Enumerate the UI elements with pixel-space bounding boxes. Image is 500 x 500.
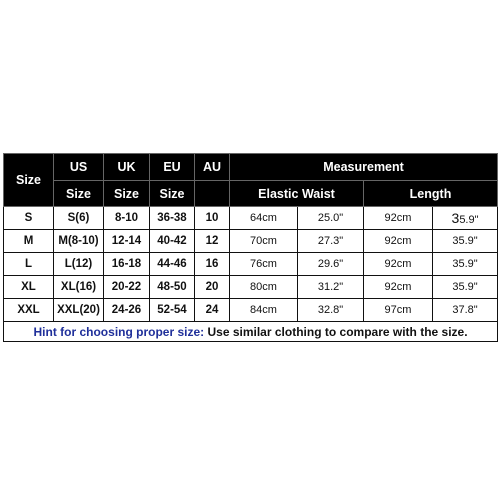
table-row — [4, 230, 498, 253]
table-row — [4, 299, 498, 322]
length-cm-cell: 97cm — [364, 299, 433, 322]
hint-label: Hint for choosing proper size: — [33, 324, 205, 339]
au-cell: 16 — [195, 253, 230, 276]
waist-in-cell: 27.3" — [298, 230, 364, 253]
us-cell: L(12) — [54, 253, 104, 276]
eu-cell: 40-42 — [150, 230, 195, 253]
waist-in-cell: 32.8" — [298, 299, 364, 322]
header-size: Size — [4, 154, 54, 207]
uk-cell: 20-22 — [104, 276, 150, 299]
uk-cell: 24-26 — [104, 299, 150, 322]
size-cell: S — [4, 207, 54, 230]
eu-cell: 36-38 — [150, 207, 195, 230]
header-measurement: Measurement — [230, 154, 498, 181]
header-uk-size: Size — [104, 181, 150, 207]
waist-cm-cell: 64cm — [230, 207, 298, 230]
header-length: Length — [364, 181, 498, 207]
eu-cell: 52-54 — [150, 299, 195, 322]
uk-cell: 8-10 — [104, 207, 150, 230]
table-row — [4, 276, 498, 299]
size-cell: L — [4, 253, 54, 276]
eu-cell: 48-50 — [150, 276, 195, 299]
size-cell: XXL — [4, 299, 54, 322]
waist-in-cell: 29.6" — [298, 253, 364, 276]
length-in-cell: 35.9" — [433, 230, 498, 253]
waist-cm-cell: 76cm — [230, 253, 298, 276]
waist-in-cell: 25.0" — [298, 207, 364, 230]
au-cell: 20 — [195, 276, 230, 299]
size-cell: M — [4, 230, 54, 253]
header-eu: EU — [150, 154, 195, 181]
hint-row — [4, 322, 498, 342]
length-in-cell: 37.8" — [433, 299, 498, 322]
length-cm-cell: 92cm — [364, 207, 433, 230]
eu-cell: 44-46 — [150, 253, 195, 276]
length-cm-cell: 92cm — [364, 276, 433, 299]
waist-cm-cell: 84cm — [230, 299, 298, 322]
waist-in-cell: 31.2" — [298, 276, 364, 299]
waist-cm-cell: 80cm — [230, 276, 298, 299]
length-in-cell: 35.9" — [433, 253, 498, 276]
length-cm-cell: 92cm — [364, 253, 433, 276]
size-cell: XL — [4, 276, 54, 299]
length-in-cell: 35.9" — [433, 207, 498, 230]
header-au-size — [195, 181, 230, 207]
au-cell: 12 — [195, 230, 230, 253]
au-cell: 10 — [195, 207, 230, 230]
size-chart-table — [3, 153, 498, 342]
au-cell: 24 — [195, 299, 230, 322]
header-eu-size: Size — [150, 181, 195, 207]
header-elastic-waist: Elastic Waist — [230, 181, 364, 207]
us-cell: XL(16) — [54, 276, 104, 299]
table-row — [4, 207, 498, 230]
length-cm-cell: 92cm — [364, 230, 433, 253]
uk-cell: 16-18 — [104, 253, 150, 276]
waist-cm-cell: 70cm — [230, 230, 298, 253]
hint-text: Use similar clothing to compare with the size. — [204, 324, 468, 339]
header-au: AU — [195, 154, 230, 181]
length-in-cell: 35.9" — [433, 276, 498, 299]
header-us: US — [54, 154, 104, 181]
us-cell: S(6) — [54, 207, 104, 230]
us-cell: M(8-10) — [54, 230, 104, 253]
header-us-size: Size — [54, 181, 104, 207]
uk-cell: 12-14 — [104, 230, 150, 253]
table-row — [4, 253, 498, 276]
us-cell: XXL(20) — [54, 299, 104, 322]
header-uk: UK — [104, 154, 150, 181]
